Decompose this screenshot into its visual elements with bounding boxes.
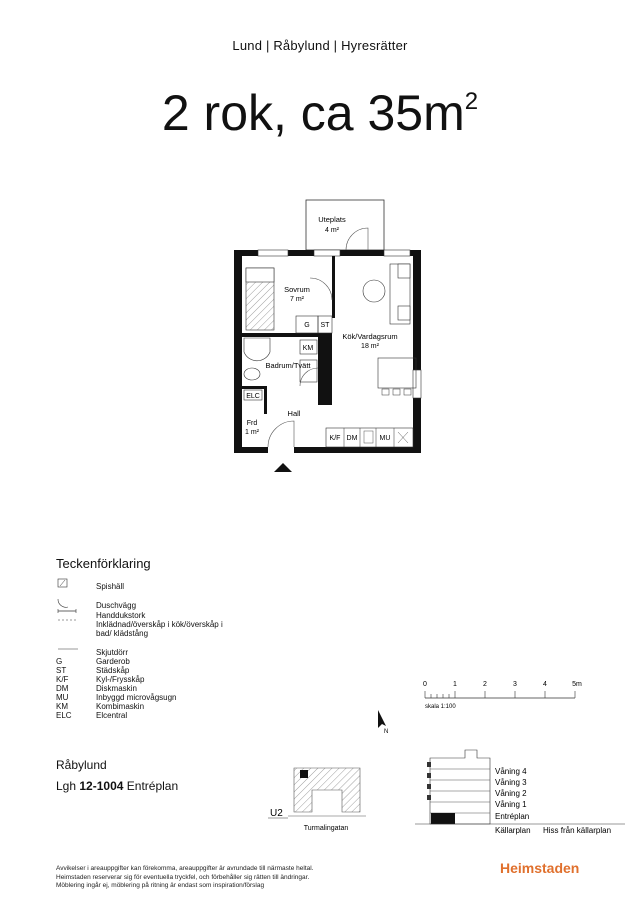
fixture-mu: MU bbox=[379, 435, 391, 442]
floor-label: Våning 4 bbox=[495, 767, 527, 776]
room-area-frd: 1 m² bbox=[245, 429, 259, 436]
round-table bbox=[363, 280, 385, 302]
scale-bar bbox=[415, 676, 600, 736]
disclaimer-line: Avvikelser i areauppgifter kan förekomma, areauppgifter är avrundade till närmaste heltal. bbox=[56, 865, 314, 872]
project-name: Råbylund bbox=[56, 758, 107, 772]
elevator-note: Hiss från källarplan bbox=[543, 826, 612, 835]
scale-tick-label: 3 bbox=[513, 681, 517, 688]
fixture-km: KM bbox=[302, 345, 314, 352]
room-label-badrum: Badrum/Tvätt bbox=[265, 361, 311, 370]
entrance-opening bbox=[268, 447, 294, 453]
headline-superscript: 2 bbox=[464, 88, 479, 115]
pillow bbox=[246, 268, 274, 282]
bathroom-door-swing bbox=[300, 368, 318, 386]
building-label: U2 bbox=[270, 808, 283, 819]
fixture-elc: ELC bbox=[246, 393, 260, 400]
room-label-frd: Frd bbox=[246, 420, 258, 427]
building-section bbox=[415, 746, 625, 838]
scale-tick-label: 0 bbox=[423, 681, 427, 688]
room-label-kok: Kök/Vardagsrum bbox=[342, 332, 398, 341]
floor-label: Våning 1 bbox=[495, 800, 527, 809]
disclaimer-line: Heimstaden reserverar sig för eventuella tryckfel, och förbehåller sig rätten till ändringar. bbox=[56, 873, 310, 881]
room-label-sovrum: Sovrum bbox=[284, 285, 310, 294]
toilet bbox=[244, 368, 260, 380]
apartment-id bbox=[56, 779, 178, 793]
scale-tick-label: 2 bbox=[483, 681, 487, 688]
shower-legend-icon bbox=[58, 599, 68, 607]
scale-tick-label: 4 bbox=[543, 681, 547, 688]
headline-text: 2 rok, ca 35m bbox=[161, 85, 465, 141]
fixture-g: G bbox=[304, 322, 310, 329]
brand-logo: Heimstaden bbox=[500, 860, 580, 876]
floor-label: Källarplan bbox=[495, 826, 531, 835]
balcony-door-swing bbox=[346, 228, 368, 250]
dining-table bbox=[378, 358, 416, 388]
compass-label: N bbox=[384, 729, 389, 735]
selected-floor-marker bbox=[431, 813, 455, 824]
site-key-plan bbox=[262, 760, 382, 838]
location-subtitle: Lund | Råbylund | Hyresrätter bbox=[232, 38, 408, 53]
apartment-marker bbox=[300, 770, 308, 778]
dining-chairs bbox=[382, 389, 411, 395]
bedroom-door-swing bbox=[310, 278, 332, 300]
apartment-number: 12-1004 bbox=[79, 779, 124, 793]
scale-tick-label: 1 bbox=[453, 681, 457, 688]
street-name: Turmalingatan bbox=[303, 825, 349, 832]
floor-label: Våning 2 bbox=[495, 789, 527, 798]
armchair-2 bbox=[398, 306, 410, 320]
fixture-kf: K/F bbox=[329, 435, 341, 442]
apartment-level: Entréplan bbox=[126, 779, 179, 793]
room-area-uteplats: 4 m² bbox=[325, 227, 339, 234]
room-area-kok: 18 m² bbox=[361, 343, 379, 350]
floor-label: Entréplan bbox=[495, 812, 530, 821]
room-label-hall: Hall bbox=[287, 409, 301, 418]
fixture-st: ST bbox=[320, 322, 330, 329]
entrance-door-swing bbox=[268, 421, 294, 447]
fixture-dm: DM bbox=[346, 435, 358, 442]
room-area-sovrum: 7 m² bbox=[290, 296, 304, 303]
disclaimer-line: Möblering ingår ej, möblering på ritning är endast som inspiration/förslag bbox=[56, 882, 265, 889]
cooktop bbox=[398, 432, 408, 443]
floor-label: Våning 3 bbox=[495, 778, 527, 787]
legend-title: Teckenförklaring bbox=[56, 556, 151, 571]
disclaimer bbox=[56, 865, 386, 891]
apartment-prefix: Lgh bbox=[56, 779, 77, 793]
shower bbox=[244, 338, 270, 361]
armchair bbox=[398, 264, 410, 278]
legend-symbols bbox=[56, 577, 86, 657]
balcony-outline bbox=[306, 200, 384, 250]
scale-tick-label: 5m bbox=[572, 681, 582, 688]
entrance-arrow bbox=[274, 463, 292, 472]
sink bbox=[364, 431, 373, 443]
scale-label: skala 1:100 bbox=[425, 704, 456, 710]
room-label-uteplats: Uteplats bbox=[318, 215, 346, 224]
north-arrow-icon bbox=[374, 708, 398, 736]
